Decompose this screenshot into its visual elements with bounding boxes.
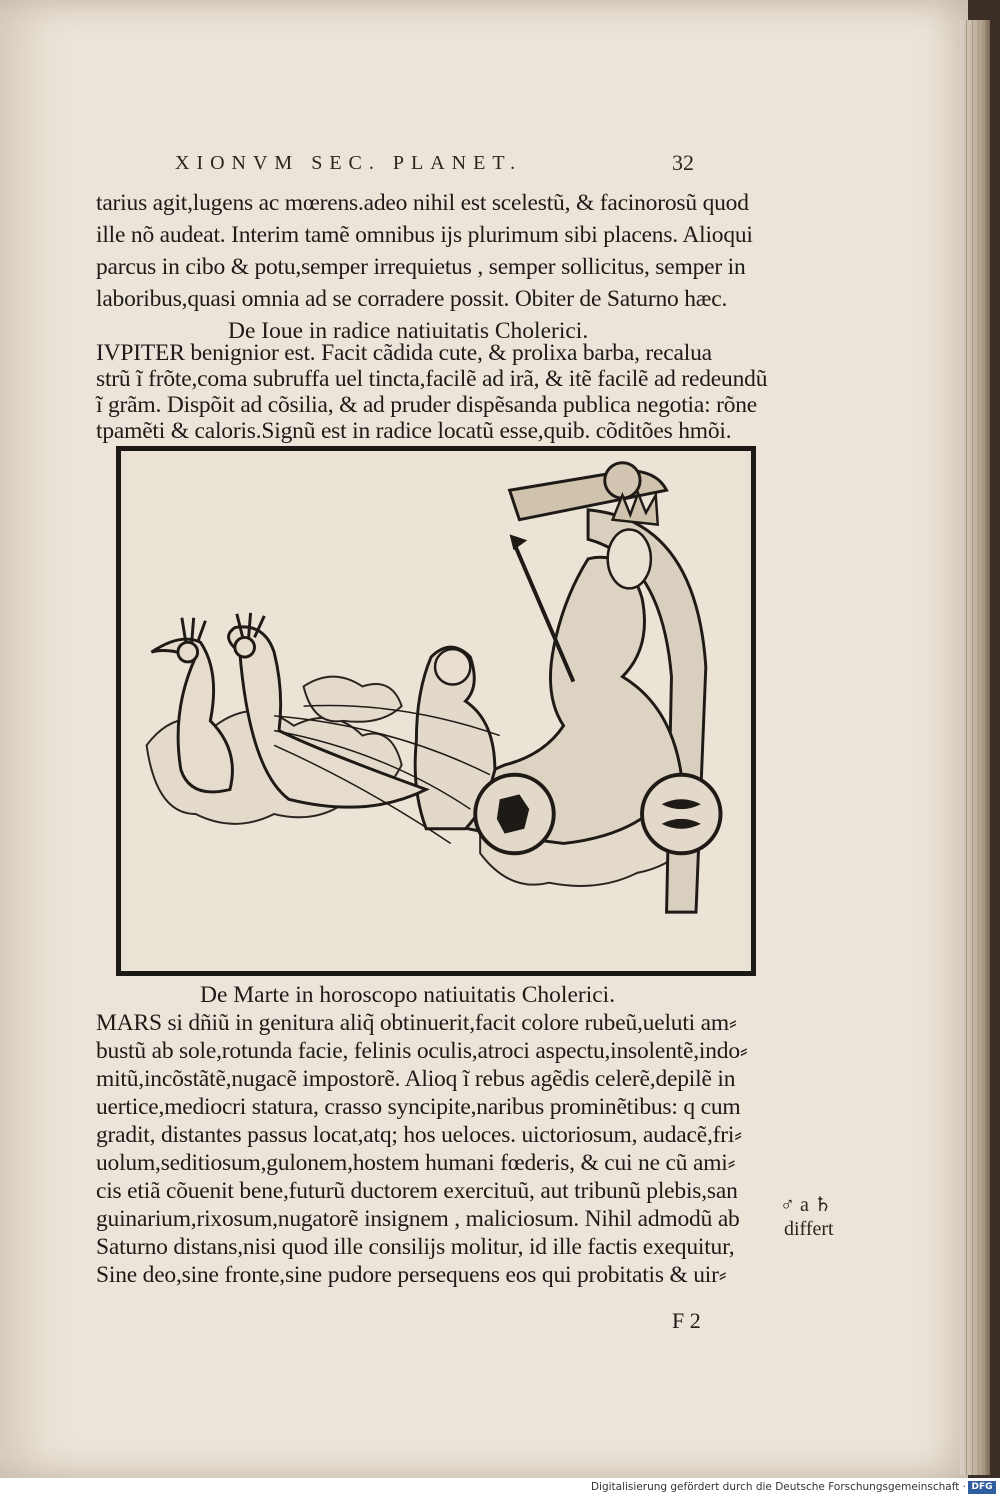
text-line: uertice,mediocri statura, crasso syncipite,naribus prominẽtibus: q cum bbox=[96, 1094, 741, 1120]
text-line: MARS si dñiũ in genitura aliq̃ obtinuerit,facit colore rubeũ,ueluti am⸗ bbox=[96, 1010, 737, 1036]
funding-credit: Digitalisierung gefördert durch die Deutsche Forschungsgemeinschaft · bbox=[590, 1481, 966, 1493]
text-line: tarius agit,lugens ac mœrens.adeo nihil est scelestũ, & facinorosũ quod bbox=[96, 190, 749, 216]
folio-number: 32 bbox=[672, 150, 694, 175]
text-line: Sine deo,sine fronte,sine pudore persequens eos qui probitatis & uir⸗ bbox=[96, 1262, 727, 1288]
text-line: IVPITER benignior est. Facit cãdida cute, & prolixa barba, recalua bbox=[96, 340, 712, 366]
text-line: parcus in cibo & potu,semper irrequietus , semper sollicitus, semper in bbox=[96, 254, 746, 280]
running-head: XIONVM SEC. PLANET. bbox=[175, 152, 523, 174]
section-heading-mars: De Marte in horoscopo natiuitatis Cholerici. bbox=[200, 982, 616, 1008]
text-line: bustũ ab sole,rotunda facie, felinis oculis,atroci aspectu,insolentẽ,indo⸗ bbox=[96, 1038, 748, 1064]
text-line: guinarium,rixosum,nugatorẽ insignem , maliciosum. Nihil admodũ ab bbox=[96, 1206, 740, 1232]
text-line: gradit, distantes passus locat,atq; hos ueloces. uictoriosum, audacẽ,fri⸗ bbox=[96, 1122, 742, 1148]
margin-note-differt: differt bbox=[784, 1218, 834, 1240]
dfg-logo: DFG bbox=[968, 1481, 996, 1494]
text-line: uolum,seditiosum,gulonem,hostem humani fœderis, & cui ne cũ ami⸗ bbox=[96, 1150, 736, 1176]
text-line: laboribus,quasi omnia ad se corradere possit. Obiter de Saturno hæc. bbox=[96, 286, 728, 312]
text-line: tpamẽti & caloris.Signũ est in radice locatũ esse,quib. cõditões hmõi. bbox=[96, 418, 732, 444]
text-line: ille nõ audeat. Interim tamẽ omnibus ijs plurimum sibi placens. Alioqui bbox=[96, 222, 753, 248]
margin-note-mars-saturn: ♂ a ♄ bbox=[780, 1194, 832, 1216]
text-line: Saturno distans,nisi quod ille consilijs molitur, id ille factis exequitur, bbox=[96, 1234, 735, 1260]
woodcut-illustration-jupiter-chariot bbox=[116, 446, 756, 976]
page-stack-edge bbox=[960, 20, 990, 1475]
signature-mark: F 2 bbox=[672, 1308, 701, 1333]
text-line: cis etiã cõuenit bene,futurũ ductorem exercituũ, aut tribunũ plebis,san bbox=[96, 1178, 738, 1204]
text-line: ĩ grãm. Dispõit ad cõsilia, & ad pruder dispẽsanda publica negotia: rõne bbox=[96, 392, 758, 418]
text-line: mitũ,incõstãtẽ,nugacẽ impostorẽ. Alioq ĩ rebus agẽdis celerẽ,depilẽ in bbox=[96, 1066, 736, 1092]
section-heading-jupiter: De Ioue in radice natiuitatis Cholerici. bbox=[228, 318, 589, 344]
footer-bar bbox=[0, 1478, 1000, 1498]
text-line: strũ ĩ frõte,coma subruffa uel tincta,facilẽ ad irã, & itẽ facilẽ ad redeundũ bbox=[96, 366, 768, 392]
